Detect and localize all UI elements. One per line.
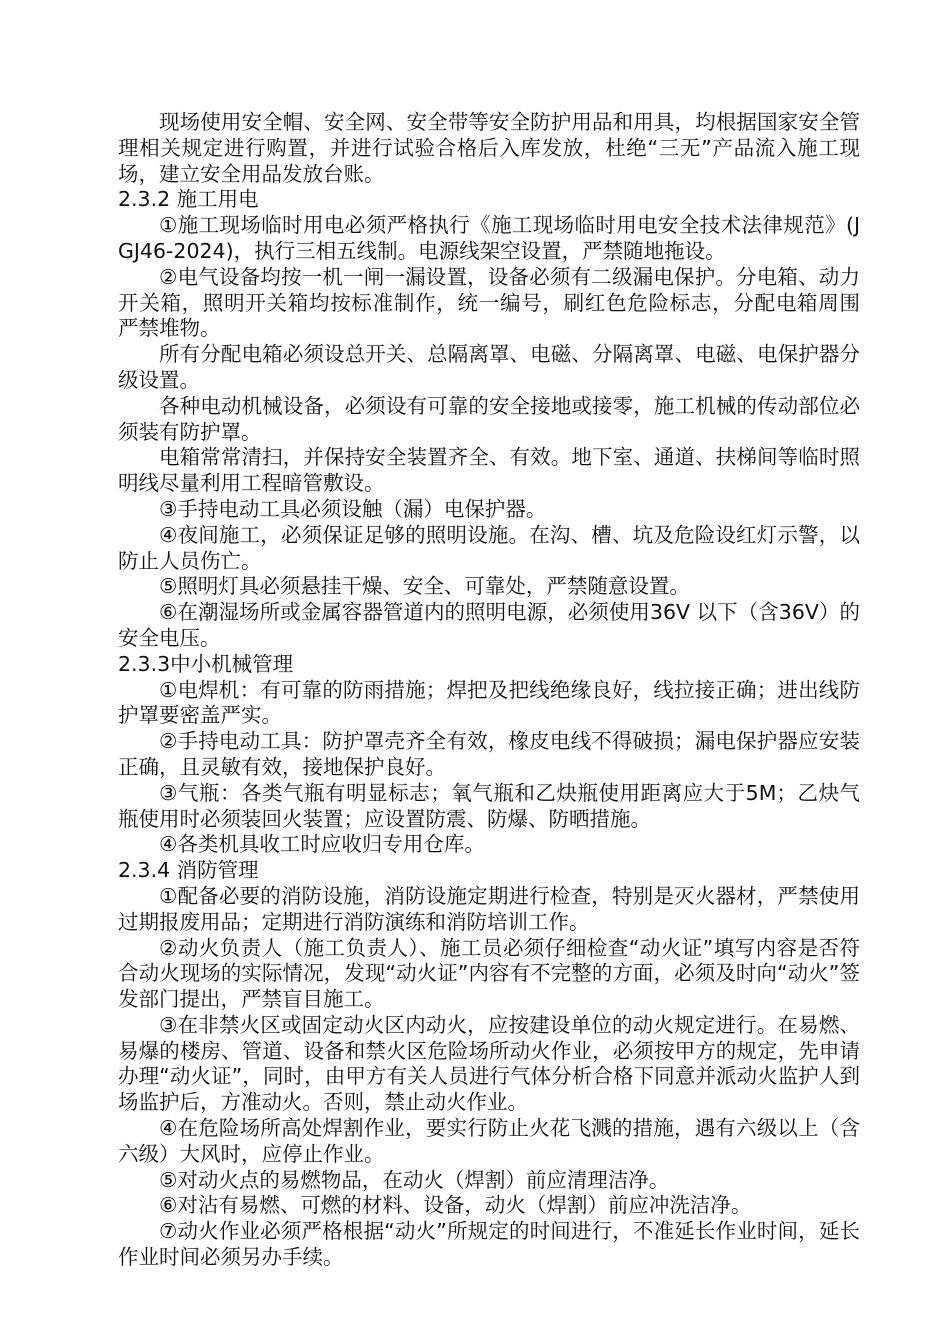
paragraph-fire-1: ①配备必要的消防设施，消防设施定期进行检查，特别是灭火器材，严禁使用过期报废用品；定期进行消防演练和消防培训工作。 [118,883,860,934]
section-heading-construction-power: 2.3.2 施工用电 [118,187,259,212]
paragraph-fire-2: ②动火负责人（施工负责人）、施工员必须仔细检查“动火证”填写内容是否符合动火现场的实际情况，发现“动火证”内容有不完整的方面，必须及时向“动火”签发部门提出，严禁盲目施工。 [118,935,860,1012]
paragraph-machinery-1: ①电焊机：有可靠的防雨措施；焊把及把线绝缘良好，线拉接正确；进出线防护罩要密盖严实。 [118,677,860,728]
paragraph-power-3: ③手持电动工具必须设触（漏）电保护器。 [159,496,547,521]
paragraph-power-6: ⑥在潮湿场所或金属容器管道内的照明电源，必须使用36V 以下（含36V）的安全电压。 [118,600,860,650]
paragraph-box-cleaning: 电箱常常清扫，并保持安全装置齐全、有效。地下室、通道、扶梯间等临时照明线尽量利用工程暗管敷设。 [118,445,860,496]
section-heading-fire-management: 2.3.4 消防管理 [118,858,259,883]
paragraph-machinery-3: ③气瓶：各类气瓶有明显标志；氧气瓶和乙炔瓶使用距离应大于5M；乙炔气瓶使用时必须装回火装置；应设置防震、防爆、防晒措施。 [118,780,860,831]
paragraph-power-4: ④夜间施工，必须保证足够的照明设施。在沟、槽、坑及危险设红灯示警，以防止人员伤亡。 [118,522,860,573]
paragraph-power-2: ②电气设备均按一机一闸一漏设置，设备必须有二级漏电保护。分电箱、动力开关箱，照明开关箱均按标准制作，统一编号，刷红色危险标志，分配电箱周围 严禁堆物。 [118,264,860,341]
section-heading-small-machinery: 2.3.3中小机械管理 [118,651,294,676]
paragraph-power-1: ①施工现场临时用电必须严格执行《施工现场临时用电安全技术法律规范》(JGJ46-2024)，执行三相五线制。电源线架空设置，严禁随地拖设。 [118,213,860,263]
paragraph-fire-3: ③在非禁火区或固定动火区内动火，应按建设单位的动火规定进行。在易燃、易爆的楼房、管道、设备和禁火区危险场所动火作业，必须按甲方的规定，先申请办理“动火证”，同时，由甲方有关人员进行气体分析合格下同意并派动火监护人到场监护后，方准动火。否则，禁止动火作业。 [118,1012,860,1115]
paragraph-machinery-4: ④各类机具收工时应收归专用仓库。 [159,832,485,857]
paragraph-power-5: ⑤照明灯具必须悬挂干燥、安全、可靠处，严禁随意设置。 [159,574,690,599]
paragraph-fire-6: ⑥对沾有易燃、可燃的材料、设备，动火（焊割）前应冲洗洁净。 [159,1193,752,1218]
paragraph-fire-4: ④在危险场所高处焊割作业，要实行防止火花飞溅的措施，遇有六级以上（含六级）大风时，应停止作业。 [118,1116,860,1166]
paragraph-fire-7: ⑦动火作业必须严格根据“动火”所规定的时间进行，不准延长作业时间，延长作业时间必须另办手续。 [118,1219,860,1270]
paragraph-fire-5: ⑤对动火点的易燃物品，在动火（焊割）前应清理洁净。 [159,1167,670,1192]
document-body [118,110,860,1271]
paragraph-grounding: 各种电动机械设备，必须设有可靠的安全接地或接零，施工机械的传动部位必须装有防护罩。 [118,393,860,444]
paragraph-distribution-boxes: 所有分配电箱必须设总开关、总隔离罩、电磁、分隔离罩、电磁、电保护器分级设置。 [118,342,860,392]
paragraph-safety-equipment: 现场使用安全帽、安全网、安全带等安全防护用品和用具，均根据国家安全管理相关规定进行购置，并进行试验合格后入库发放，杜绝“三无”产品流入施工现场，建立安全用品发放台账。 [118,110,860,186]
paragraph-machinery-2: ②手持电动工具：防护罩壳齐全有效，橡皮电线不得破损；漏电保护器应安装正确，且灵敏有效，接地保护良好。 [118,729,860,779]
